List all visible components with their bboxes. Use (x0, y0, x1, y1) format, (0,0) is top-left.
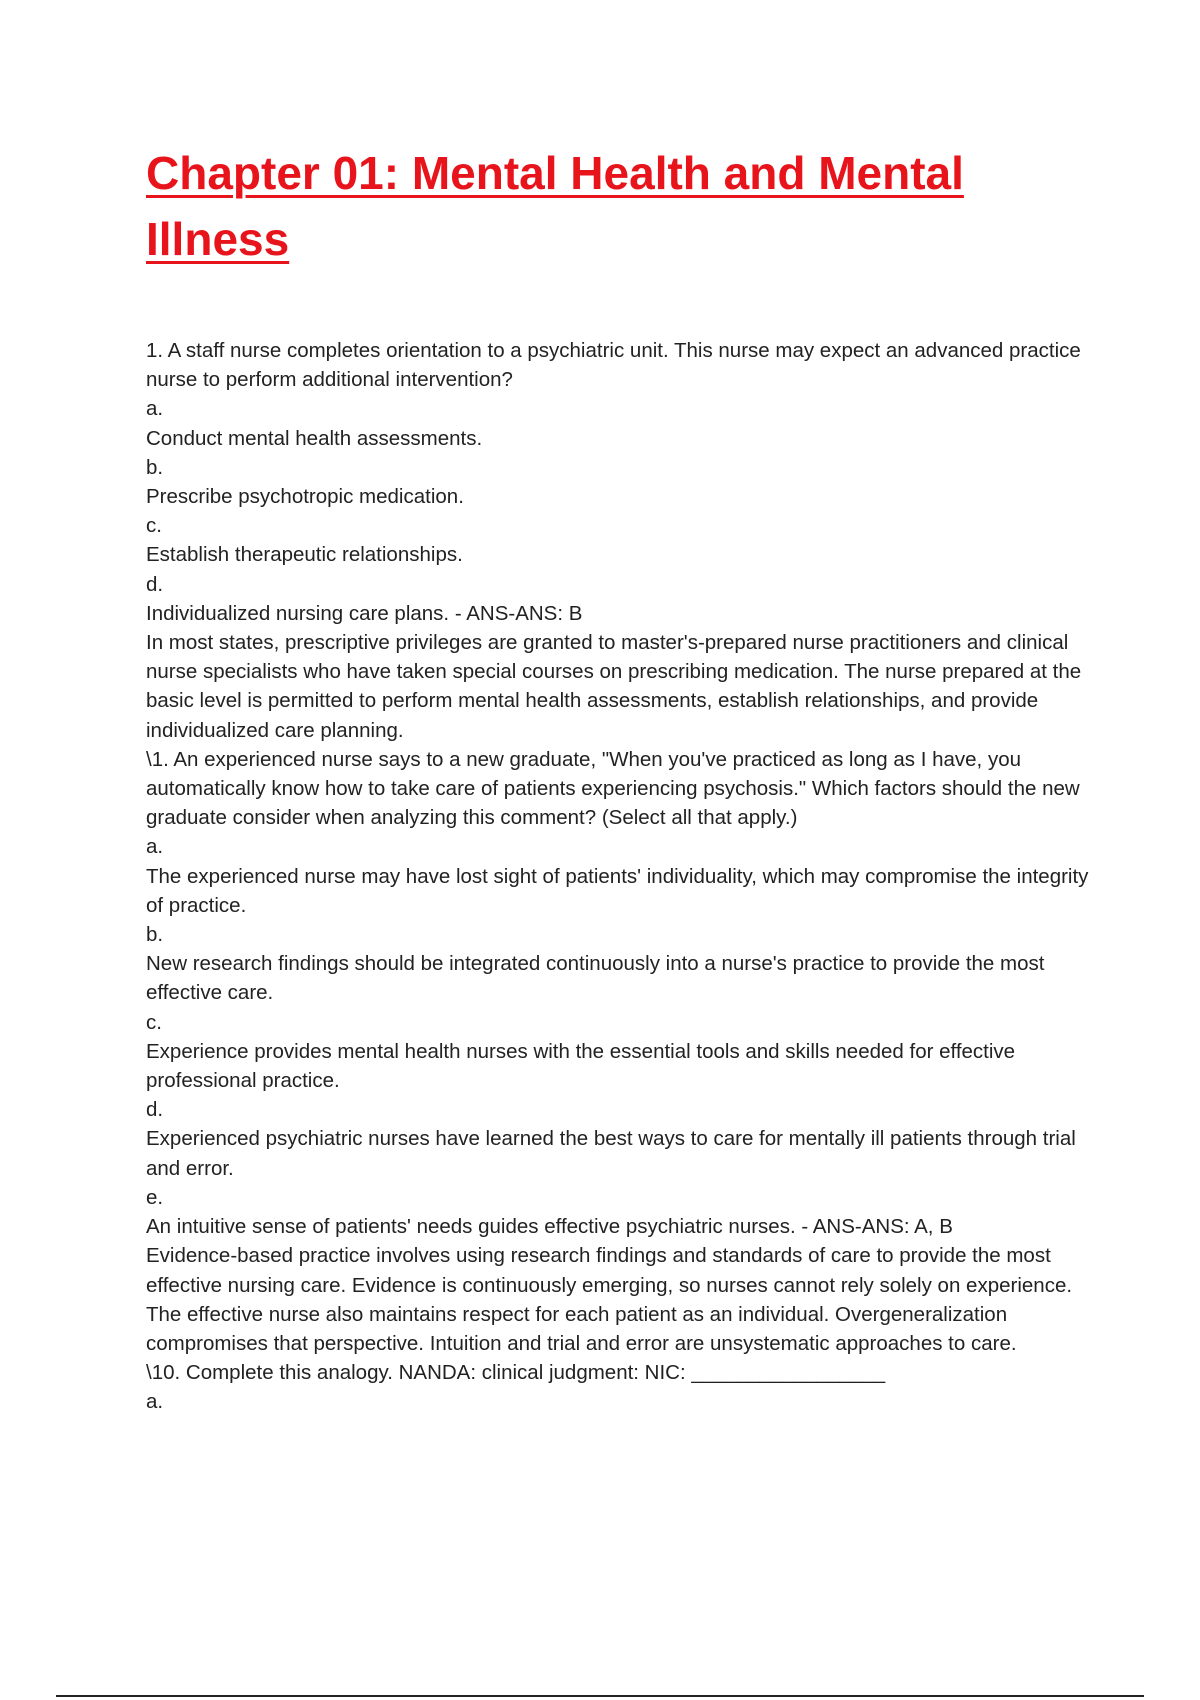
option-text-a: Conduct mental health assessments. (146, 426, 483, 450)
option-text-a: The experienced nurse may have lost sight of patients' individuality, which may compromise the integrity of practice. (146, 864, 1095, 917)
rationale-2: Evidence-based practice involves using research findings and standards of care to provide the most effective nursing care. Evidence is continuously emerging, so nurses cannot rely solely on experience. The effective nurse also maintains respect for each patient as an individual. Overgeneralization compromises that perspective. Intuition and trial and error are unsystematic approaches to care. (146, 1244, 1078, 1355)
option-text-c: Establish therapeutic relationships. (146, 543, 463, 567)
option-text-d: Experienced psychiatric nurses have learned the best ways to care for mentally ill patients through trial and error. (146, 1127, 1082, 1180)
option-label-d: d. (146, 572, 164, 596)
option-label-a: a. (146, 1390, 164, 1414)
option-text-d-with-answer: Individualized nursing care plans. - ANS-ANS: B (146, 601, 583, 625)
option-label-c: c. (146, 1010, 162, 1034)
option-label-b: b. (146, 455, 164, 479)
option-text-c: Experience provides mental health nurses with the essential tools and skills needed for effective professional practice. (146, 1039, 1021, 1093)
question-content (146, 336, 1096, 1417)
question-2-stem: \1. An experienced nurse says to a new graduate, "When you've practiced as long as I have, you automatically know how to take care of patients experiencing psychosis." Which factors should the new graduate consider when analyzing this comment? (Select all that apply.) (146, 747, 1086, 830)
footer-divider (56, 1695, 1144, 1697)
question-1-stem: 1. A staff nurse completes orientation to a psychiatric unit. This nurse may expect an advanced practice nurse to perform additional intervention? (146, 339, 1087, 392)
option-label-c: c. (146, 514, 162, 538)
option-label-a: a. (146, 835, 164, 859)
option-text-b: Prescribe psychotropic medication. (146, 485, 464, 509)
option-text-b: New research findings should be integrated continuously into a nurse's practice to provide the most effective care. (146, 952, 1051, 1005)
option-label-d: d. (146, 1098, 164, 1122)
option-label-b: b. (146, 923, 164, 947)
option-text-e-with-answer: An intuitive sense of patients' needs guides effective psychiatric nurses. - ANS-ANS: A, B (146, 1215, 953, 1239)
option-label-a: a. (146, 397, 164, 421)
rationale-1: In most states, prescriptive privileges are granted to master's-prepared nurse practitioners and clinical nurse specialists who have taken special courses on prescribing medication. The nurse prepared at the basic level is permitted to perform mental health assessments, establish relationships, and provide individualized care planning. (146, 631, 1087, 742)
question-3-stem: \10. Complete this analogy. NANDA: clinical judgment: NIC: _________________ (146, 1361, 886, 1385)
chapter-title: Chapter 01: Mental Health and Mental Illness (146, 147, 964, 265)
option-label-e: e. (146, 1185, 164, 1209)
